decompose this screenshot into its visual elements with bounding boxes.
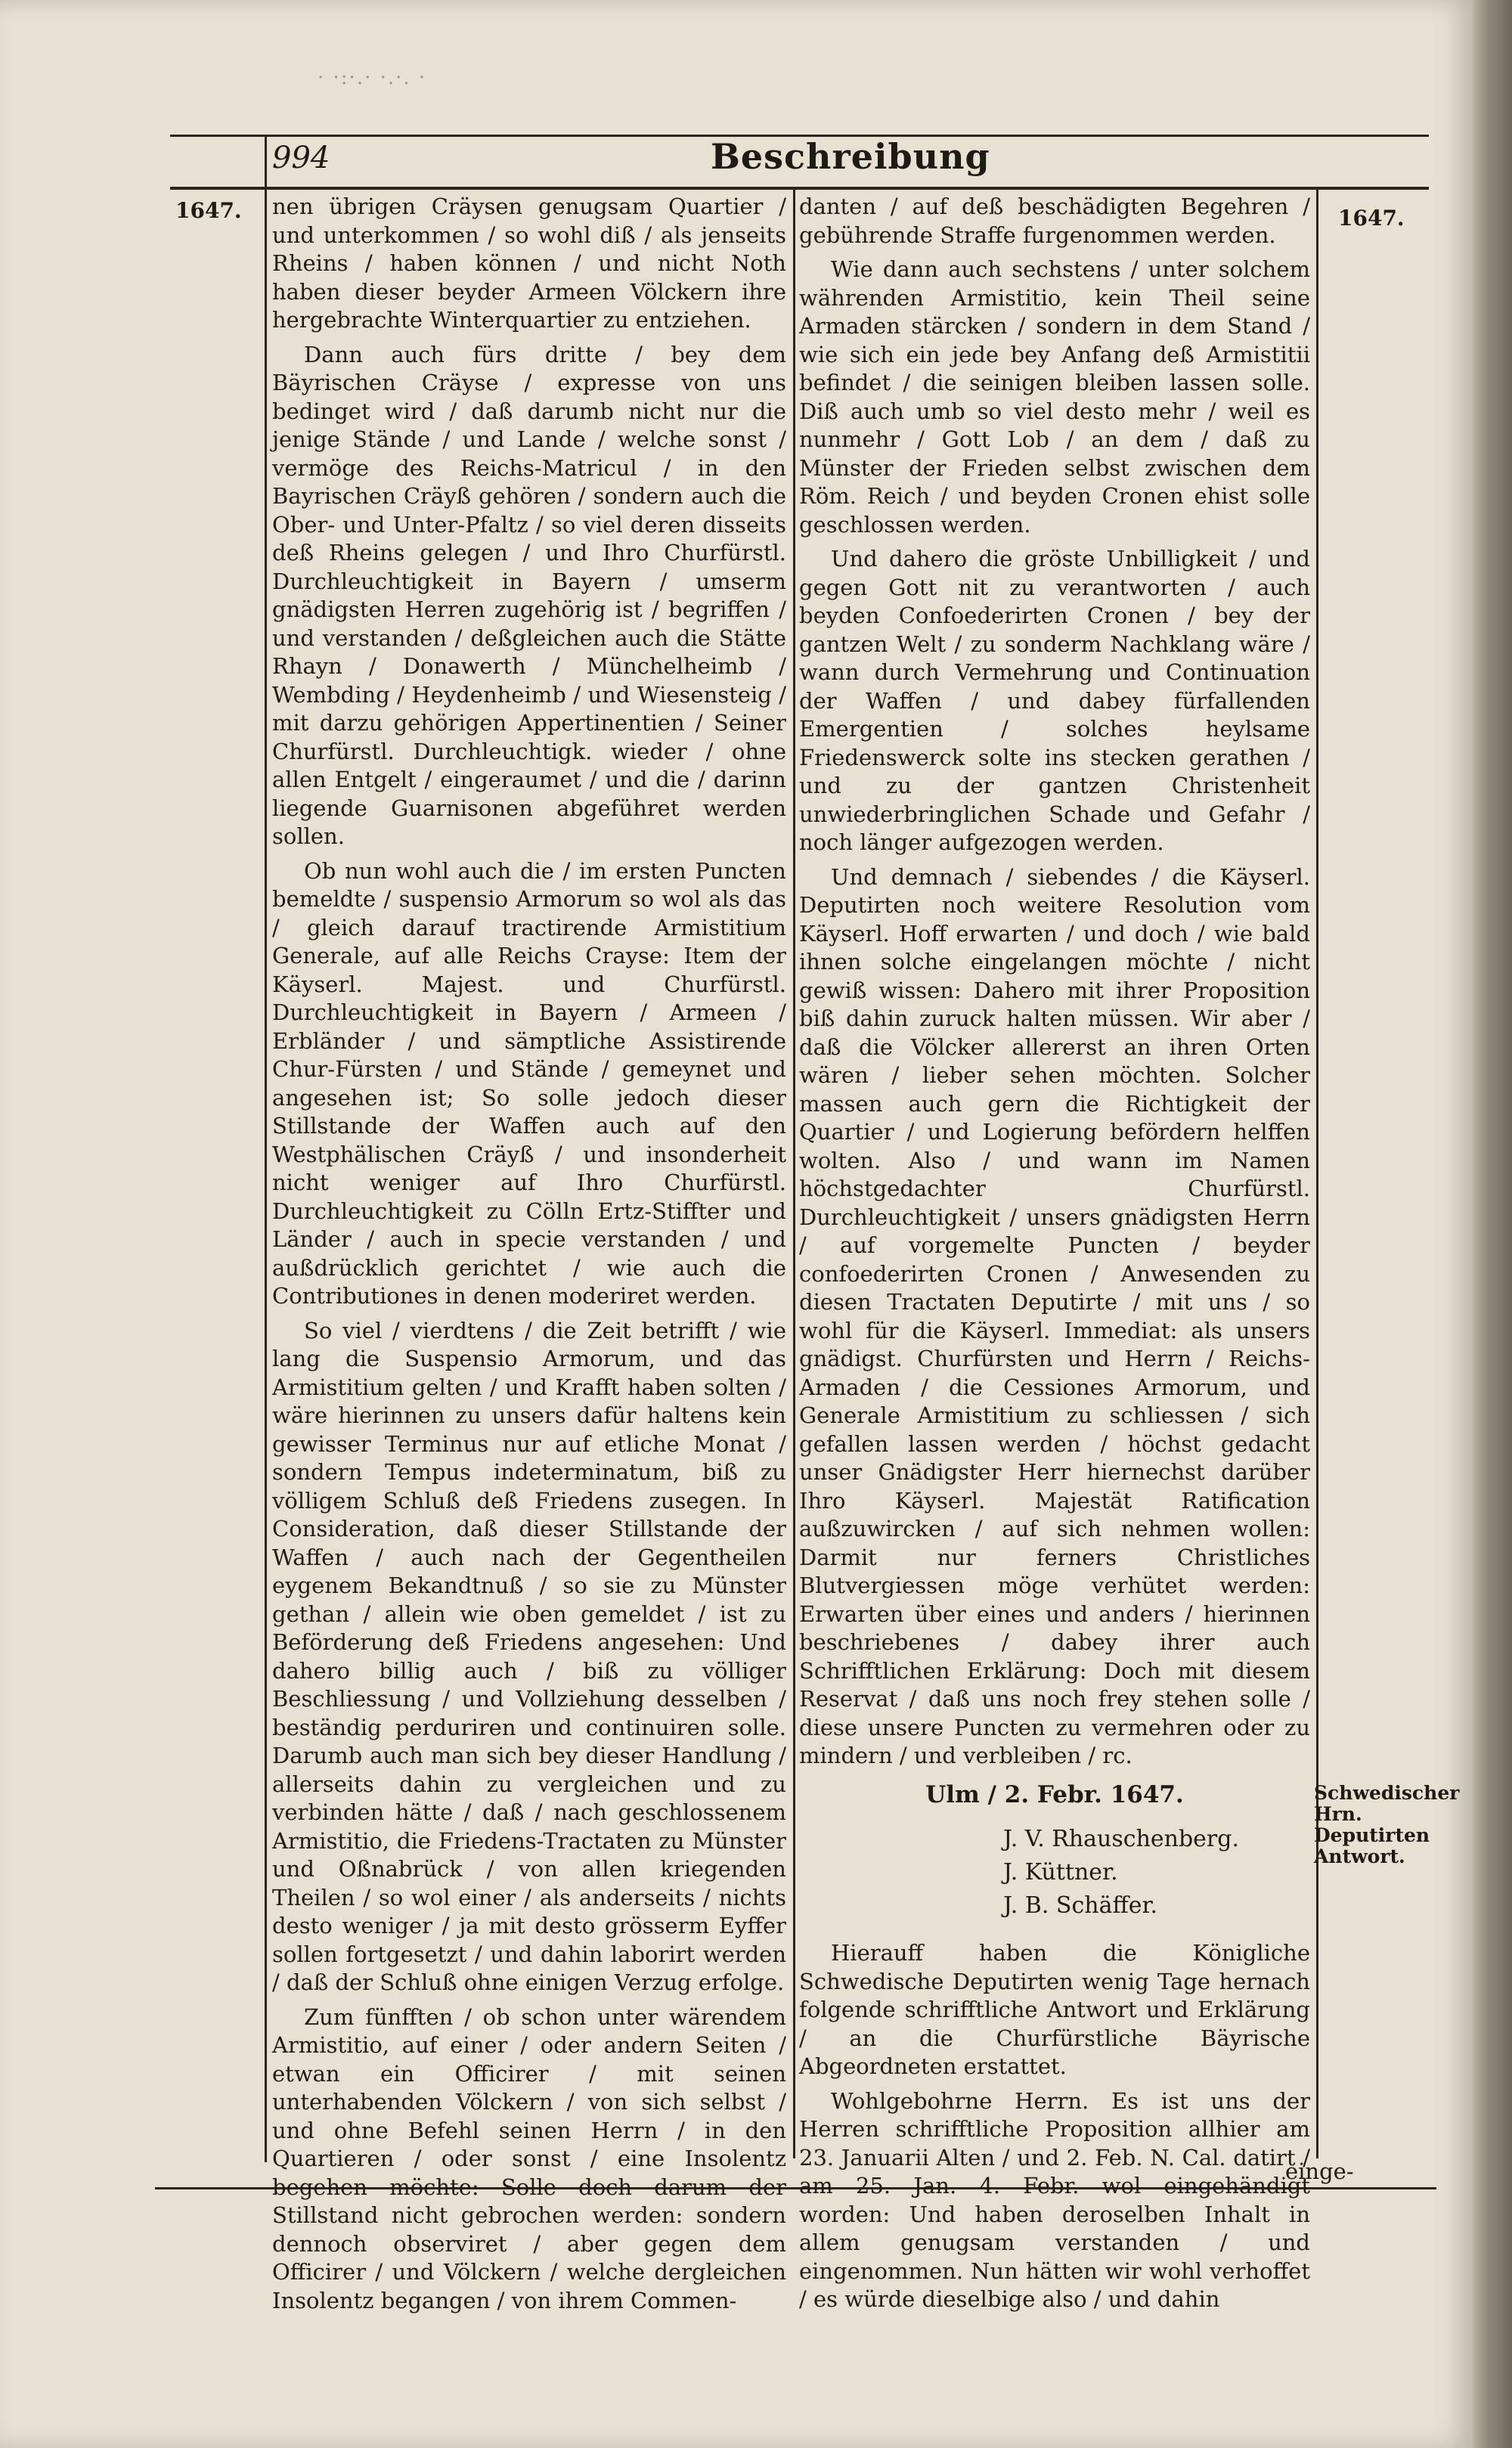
header-rule-bottom: [170, 187, 1429, 190]
paragraph: Hierauff haben die Königliche Schwedische Deputirten wenig Tage hernach folgende schrifftliche Antwort und Erklärung / an die Churfürstliche Bäyrische Abgeordneten erstattet.: [799, 1940, 1310, 2079]
date-line: Ulm / 2. Febr. 1647.: [925, 1780, 1184, 1808]
paragraph: Zum fünfften / ob schon unter wärendem Armistitio, auf einer / oder andern Seiten / etwan ein Officirer / mit seinen unterhabenden Völckern / von sich selbst / und ohne Befehl seinen Herrn / in den Quartieren / oder sonst / eine Insolentz begehen möchte: Solle doch darum der Stillstand nicht gebrochen werden: sondern dennoch observiret / aber gegen dem Officirer / und Völckern / welche dergleichen Insolentz begangen / von ihrem Commen-: [272, 2003, 786, 2313]
faint-marks: · ·:·.· ·.·. ·: [318, 67, 427, 89]
page-number: 994: [272, 141, 330, 175]
paragraph: Ob nun wohl auch die / im ersten Puncten bemeldte / suspensio Armorum so wol als das / gleich darauf tractirende Armistitium Generale, auf alle Reichs Crayse: Item der Käyserl. Majest. und Churfürstl. Durchleuchtigkeit in Bayern / Armeen / Erbländer / und sämptliche Assistirende Chur-Fürsten / und Stände / gemeynet und angesehen ist; So solle jedoch dieser Stillstande der Waffen auch auf den Westphälischen Cräyß / und insonderheit nicht weniger auf Ihro Churfürstl. Durchleuchtigkeit zu Cölln Ertz-Stiffter und Länder / auch in specie verstanden / und außdrücklich gerichtet / wie auch die Contributiones in denen moderiret werden.: [272, 857, 786, 1309]
margin-note: Schwedischer Hrn. Deputirten Antwort.: [1314, 1782, 1460, 1867]
left-column: [272, 193, 786, 2321]
year-right-margin: 1647.: [1338, 206, 1405, 231]
frame-left-rule: [265, 136, 267, 2162]
signature: J. Küttner.: [1003, 1859, 1118, 1886]
catchword: einge-: [1285, 2158, 1354, 2184]
page-edge: [1473, 0, 1512, 2448]
paragraph: Wohlgebohrne Herrn. Es ist uns der Herren schrifftliche Proposition allhier am 23. Januarii Alten / und 2. Feb. N. Cal. datirt / am 25. Jan. 4. Febr. wol eingehändigt worden: Und haben deroselben Inhalt in allem genugsam verstanden / und eingenommen. Nun hätten wir wohl verhoffet / es würde dieselbige also / und dahin: [799, 2087, 1310, 2312]
column-divider-rule: [793, 189, 795, 2158]
signatures: [1003, 1823, 1310, 1923]
paragraph: nen übrigen Cräysen genugsam Quartier / und unterkommen / so wohl diß / als jenseits Rheins / haben können / und nicht Noth haben dieser beyder Armeen Völckern ihre hergebrachte Winterquartier zu entziehen.: [272, 194, 786, 333]
paragraph: Und demnach / siebendes / die Käyserl. Deputirten noch weitere Resolution vom Käyserl. Hoff erwarten / und doch / wie bald ihnen solche eingelangen möchte / nicht gewiß wissen: Dahero mit ihrer Proposition biß dahin zuruck halten müssen. Wir aber / daß die Völcker allererst an ihren Orten wären / lieber sehen möchten. Solcher massen auch gern die Richtigkeit der Quartier / und Logierung befördern helffen wolten. Also / und wann im Namen höchstgedachter Churfürstl. Durchleuchtigkeit / unsers gnädigsten Herrn / auf vorgemelte Puncten / beyder confoederirten Cronen / Anwesenden zu diesen Tractaten Deputirte / mit uns / so wohl für die Käyserl. Immediat: als unsers gnädigst. Churfürsten und Herrn / Reichs-Armaden / die Cessiones Armorum, und Generale Armistitium zu schliessen / sich gefallen lassen werden / höchst gedacht unser Gnädigster Herr hiernechst darüber Ihro Käyserl. Majestät Ratification außzuwircken / auf sich nehmen wollen: Darmit nur ferners Christliches Blutvergiessen möge verhütet werden: Erwarten über eines und anders / hierinnen beschriebenes / dabey ihrer auch Schrifftlichen Erklärung: Doch mit diesem Reservat / daß uns noch frey stehen solle / diese unsere Puncten zu vermehren oder zu mindern / und verbleiben / rc.: [799, 863, 1310, 1768]
paragraph: Wie dann auch sechstens / unter solchem währenden Armistitio, kein Theil seine Armaden stärcken / sondern in dem Stand / wie sich ein jede bey Anfang deß Armistitii befindet / die seinigen bleiben lassen solle. Diß auch umb so viel desto mehr / weil es nunmehr / Gott Lob / an dem / daß zu Münster der Frieden selbst zwischen dem Röm. Reich / und beyden Cronen ehist solle geschlossen werden.: [799, 256, 1310, 538]
paragraph: Und dahero die gröste Unbilligkeit / und gegen Gott nit zu verantworten / auch beyden Confoederirten Cronen / bey der gantzen Welt / zu sonderm Nachklang wäre / wann durch Vermehrung und Continuation der Waffen / und dabey fürfallenden Emergentien / solches heylsame Friedenswerck solte ins stecken gerathen / und zu der gantzen Christenheit unwiederbringlichen Schade und Gefahr / noch länger aufgezogen werden.: [799, 546, 1310, 855]
paragraph: So viel / vierdtens / die Zeit betrifft / wie lang die Suspensio Armorum, und das Armistitium gelten / und Krafft haben solten / wäre hierinnen zu unsers dafür haltens kein gewisser Terminus nur auf etliche Monat / sondern Tempus indeterminatum, biß zu völligem Schluß deß Friedens zusegen. In Consideration, daß dieser Stillstande der Waffen / auch nach der Gegentheilen eygenem Bekandtnuß / so sie zu Münster gethan / allein wie oben gemeldet / ist zu Beförderung deß Friedens angesehen: Und dahero billig auch / biß zu völliger Beschliessung / und Vollziehung desselben / beständig perduriren und continuiren solle. Darumb auch man sich bey dieser Handlung / allerseits dahin zu vergleichen und zu verbinden hätte / daß / nach geschlossenem Armistitio, die Friedens-Tractaten zu Münster und Oßnabrück / von allen kriegenden Theilen / so wol einer / als anderseits / nichts desto weniger / ja mit desto grösserm Eyffer sollen fortgesetzt / und dahin laborirt werden / daß der Schluß ohne einigen Verzug erfolge.: [272, 1317, 786, 1995]
signature: J. V. Rhauschenberg.: [1003, 1826, 1240, 1852]
running-title: Beschreibung: [711, 136, 990, 177]
paragraph: danten / auf deß beschädigten Begehren / gebührende Straffe furgenommen werden.: [799, 194, 1310, 248]
signature: J. B. Schäffer.: [1003, 1892, 1158, 1919]
right-column: [799, 193, 1310, 2320]
year-left-margin: 1647.: [175, 198, 242, 223]
paragraph: Dann auch fürs dritte / bey dem Bäyrischen Cräyse / expresse von uns bedinget wird / daß darumb nicht nur die jenige Stände / und Lande / welche sonst / vermöge des Reichs-Matricul / in den Bayrischen Cräyß gehören / sondern auch die Ober- und Unter-Pfaltz / so viel deren disseits deß Rheins gelegen / und Ihro Churfürstl. Durchleuchtigkeit in Bayern / umserm gnädigsten Herren zugehörig ist / begriffen / und verstanden / deßgleichen auch die Stätte Rhayn / Donawerth / Münchelheimb / Wembding / Heydenheimb / und Wiesensteig / mit darzu gehörigen Appertinentien / Seiner Churfürstl. Durchleuchtigk. wieder / ohne allen Entgelt / eingeraumet / und die / darinn liegende Guarnisonen abgeführet werden sollen.: [272, 341, 786, 849]
